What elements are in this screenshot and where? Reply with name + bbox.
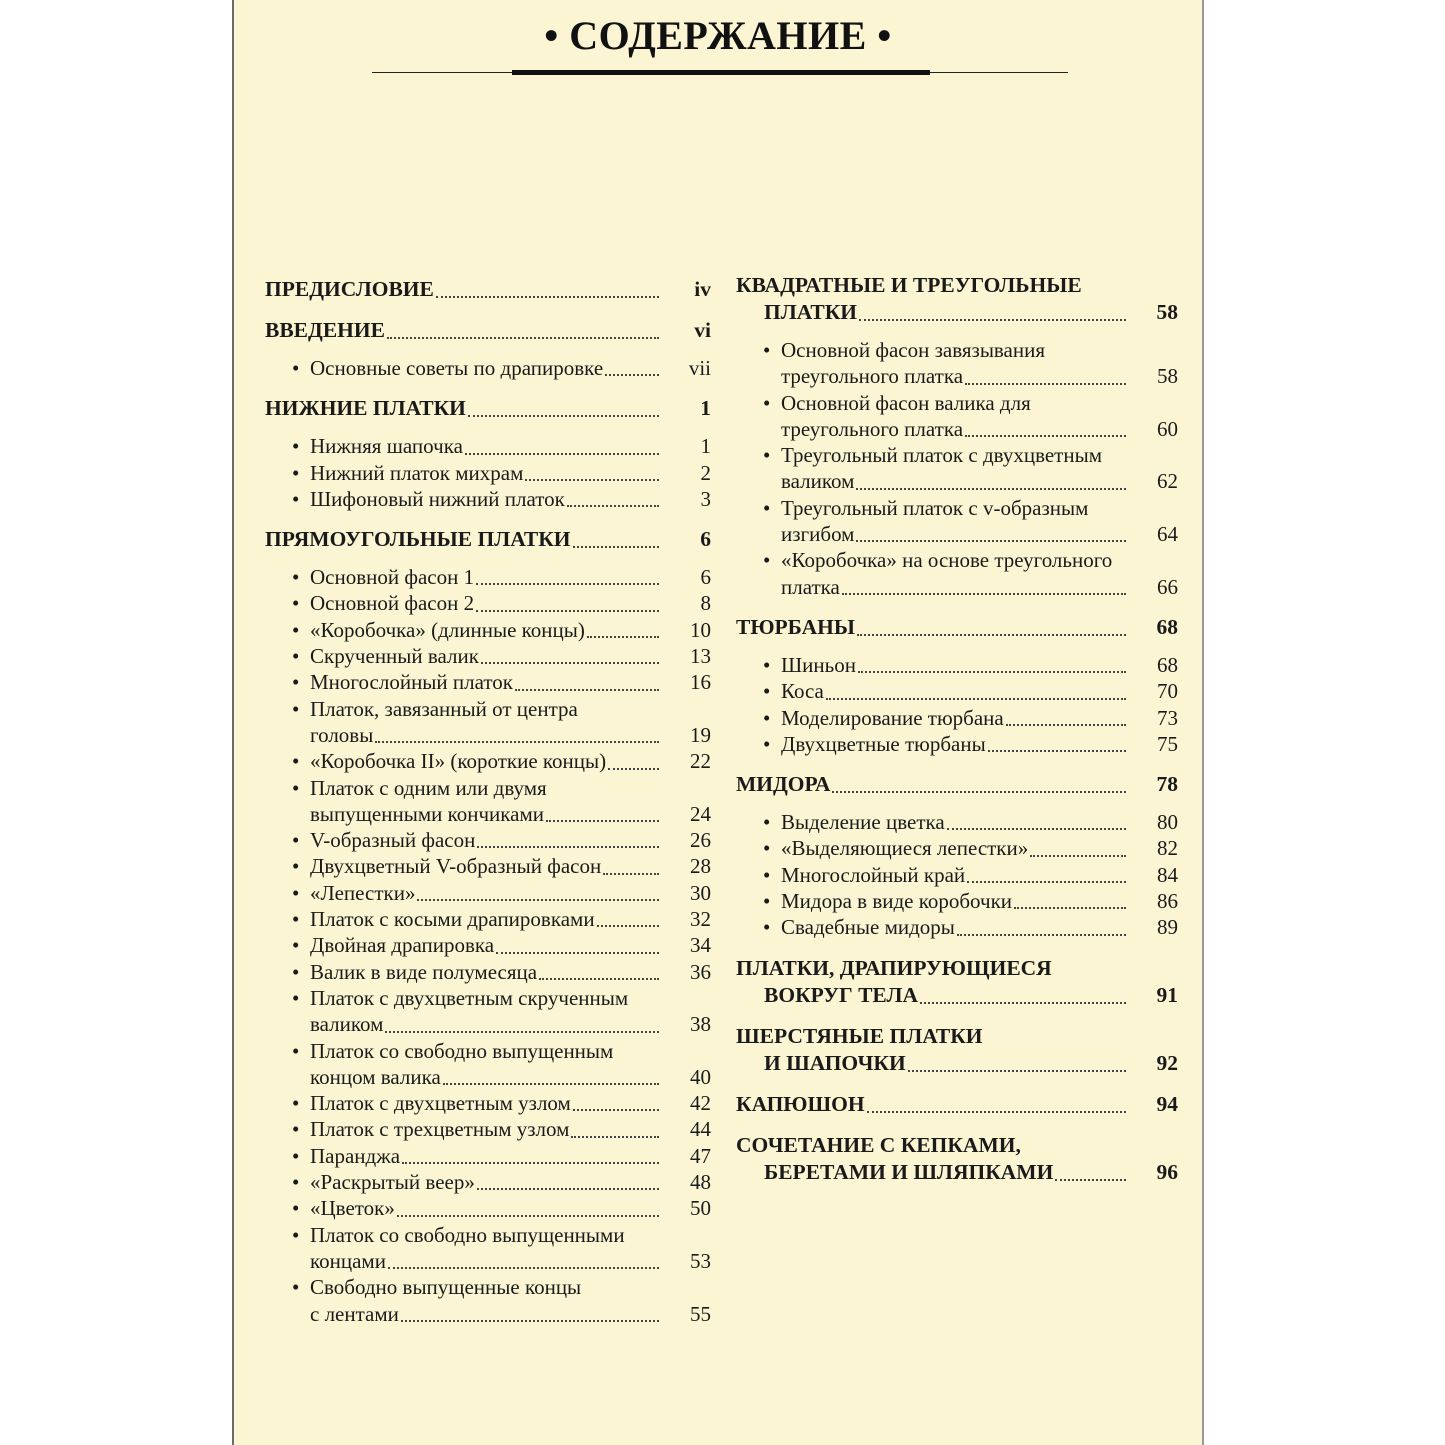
toc-label: «Выделяющиеся лепестки» xyxy=(781,836,1029,861)
page-number: 44 xyxy=(690,1117,711,1142)
bullet-icon: • xyxy=(292,644,300,669)
toc-item[interactable] xyxy=(265,1195,711,1221)
dot-leader xyxy=(567,505,659,507)
dot-leader xyxy=(539,978,659,980)
page-number: 86 xyxy=(1157,889,1178,914)
dot-leader xyxy=(587,636,659,638)
page-number: 10 xyxy=(690,617,711,642)
page-number: 94 xyxy=(1156,1091,1178,1116)
toc-label: платка xyxy=(781,574,840,599)
page-number: 22 xyxy=(690,749,711,774)
toc-item[interactable] xyxy=(736,914,1178,940)
dot-leader xyxy=(573,1109,659,1111)
bullet-icon: • xyxy=(763,705,771,730)
dot-leader xyxy=(477,1188,659,1190)
toc-item[interactable] xyxy=(265,460,711,486)
bullet-icon: • xyxy=(292,670,300,695)
bullet-icon: • xyxy=(292,1143,300,1168)
dot-leader xyxy=(603,873,659,875)
toc-label: Платок, завязанный от центра xyxy=(310,696,578,721)
dot-leader xyxy=(1055,1179,1126,1181)
page-number: 42 xyxy=(690,1091,711,1116)
bullet-icon: • xyxy=(763,889,771,914)
bullet-icon: • xyxy=(292,959,300,984)
bullet-icon: • xyxy=(763,810,771,835)
bullet-icon: • xyxy=(763,495,771,520)
page-number: 36 xyxy=(690,959,711,984)
toc-item[interactable] xyxy=(736,495,1178,548)
toc-item[interactable] xyxy=(736,442,1178,495)
toc-item[interactable] xyxy=(736,888,1178,914)
page-number: 32 xyxy=(690,907,711,932)
toc-item[interactable] xyxy=(265,669,711,695)
bullet-icon: • xyxy=(292,565,300,590)
bullet-icon: • xyxy=(292,460,300,485)
toc-label: ТЮРБАНЫ xyxy=(736,614,855,639)
toc-label: И ШАПОЧКИ xyxy=(764,1050,906,1075)
toc-section[interactable] xyxy=(265,276,711,303)
toc-label: Многослойный край xyxy=(781,862,966,887)
dot-leader xyxy=(965,383,1126,385)
toc-label: Платок со свободно выпущенным xyxy=(310,1038,614,1063)
toc-item[interactable] xyxy=(736,678,1178,704)
dot-leader xyxy=(571,1136,659,1138)
toc-label: «Коробочка» (длинные концы) xyxy=(310,617,585,642)
toc-right-column xyxy=(736,272,1178,1186)
toc-item[interactable] xyxy=(265,1222,711,1275)
bullet-icon: • xyxy=(292,591,300,616)
toc-label: Основной фасон 1 xyxy=(310,565,475,590)
dot-leader xyxy=(387,337,659,339)
toc-item[interactable] xyxy=(265,355,711,381)
dot-leader xyxy=(856,540,1126,542)
toc-section[interactable] xyxy=(736,955,1178,1009)
page-number: 16 xyxy=(690,670,711,695)
toc-item[interactable] xyxy=(265,433,711,459)
bullet-icon: • xyxy=(292,486,300,511)
toc-item[interactable] xyxy=(265,643,711,669)
bullet-icon: • xyxy=(292,696,300,721)
dot-leader xyxy=(436,296,659,298)
toc-item[interactable] xyxy=(736,731,1178,757)
toc-item[interactable] xyxy=(736,835,1178,861)
toc-label: Нижний платок михрам xyxy=(310,460,524,485)
dot-leader xyxy=(401,1320,659,1322)
toc-label: ПЛАТКИ, ДРАПИРУЮЩИЕСЯ xyxy=(736,955,1052,980)
bullet-icon: • xyxy=(292,1117,300,1142)
dot-leader xyxy=(867,1111,1126,1113)
dot-leader xyxy=(957,934,1126,936)
toc-label: Выделение цветка xyxy=(781,810,945,835)
dot-leader xyxy=(477,846,659,848)
bullet-icon: • xyxy=(292,749,300,774)
toc-section[interactable] xyxy=(736,1023,1178,1077)
toc-section[interactable] xyxy=(736,1132,1178,1186)
toc-label: с лентами xyxy=(310,1301,399,1326)
dot-leader xyxy=(468,415,659,417)
toc-item[interactable] xyxy=(736,652,1178,678)
toc-label: Треугольный платок с v-образным xyxy=(781,495,1089,520)
page-number: 38 xyxy=(690,1012,711,1037)
bullet-icon: • xyxy=(763,338,771,362)
toc-label: «Цветок» xyxy=(310,1196,395,1221)
toc-item[interactable] xyxy=(265,486,711,512)
toc-label: Основные советы по драпировке xyxy=(310,356,604,380)
toc-label: Валик в виде полумесяца xyxy=(310,959,538,984)
toc-item[interactable] xyxy=(265,590,711,616)
page-number: 8 xyxy=(700,591,711,616)
toc-label: Паранджа xyxy=(310,1143,401,1168)
toc-item[interactable] xyxy=(736,547,1178,600)
page-number: 47 xyxy=(690,1143,711,1168)
page-number: 91 xyxy=(1156,982,1178,1007)
toc-label: Основной фасон 2 xyxy=(310,591,475,616)
bullet-icon: • xyxy=(292,907,300,932)
toc-item[interactable] xyxy=(265,617,711,643)
page-number: 96 xyxy=(1156,1159,1178,1184)
toc-label: концами xyxy=(310,1248,386,1273)
toc-item[interactable] xyxy=(265,906,711,932)
bullet-icon: • xyxy=(763,443,771,468)
toc-item[interactable] xyxy=(265,853,711,879)
bullet-icon: • xyxy=(292,854,300,879)
toc-item[interactable] xyxy=(265,564,711,590)
toc-label: Платок с одним или двумя xyxy=(310,775,547,800)
dot-leader xyxy=(417,899,659,901)
toc-label: треугольного платка xyxy=(781,364,964,389)
toc-left-column xyxy=(265,276,711,1327)
toc-label: «Лепестки» xyxy=(310,880,416,905)
bullet-icon: • xyxy=(292,617,300,642)
page-number: 84 xyxy=(1157,862,1178,887)
bullet-icon: • xyxy=(292,356,300,380)
dot-leader xyxy=(385,1031,659,1033)
toc-label: СОЧЕТАНИЕ С КЕПКАМИ, xyxy=(736,1132,1021,1157)
toc-label: КАПЮШОН xyxy=(736,1091,865,1116)
toc-label: Коса xyxy=(781,679,824,704)
dot-leader xyxy=(826,698,1126,700)
dot-leader xyxy=(988,750,1126,752)
page-number: 73 xyxy=(1157,705,1178,730)
dot-leader xyxy=(832,791,1126,793)
toc-item[interactable] xyxy=(265,827,711,853)
page-number: 78 xyxy=(1156,772,1178,797)
bullet-icon: • xyxy=(292,434,300,459)
toc-label: Двухцветный V-образный фасон xyxy=(310,854,602,879)
toc-label: изгибом xyxy=(781,522,855,547)
dot-leader xyxy=(443,1083,659,1085)
toc-label: Шиньон xyxy=(781,652,856,677)
dot-leader xyxy=(597,925,659,927)
page-number: 6 xyxy=(700,527,711,552)
page-number: 82 xyxy=(1157,836,1178,861)
dot-leader xyxy=(859,319,1126,321)
toc-section[interactable] xyxy=(736,614,1178,641)
toc-label: КВАДРАТНЫЕ И ТРЕУГОЛЬНЫЕ xyxy=(736,273,1082,297)
toc-item[interactable] xyxy=(265,1274,711,1327)
toc-label: Платок с двухцветным скрученным xyxy=(310,985,629,1010)
page-number: 75 xyxy=(1157,731,1178,756)
toc-label: ПРЯМОУГОЛЬНЫЕ ПЛАТКИ xyxy=(265,527,571,552)
toc-item[interactable] xyxy=(736,705,1178,731)
dot-leader xyxy=(856,488,1126,490)
page-number: 58 xyxy=(1156,300,1178,324)
toc-label: Мидора в виде коробочки xyxy=(781,889,1013,914)
toc-item[interactable] xyxy=(736,337,1178,390)
toc-label: Скрученный валик xyxy=(310,644,479,669)
toc-label: Шифоновый нижний платок xyxy=(310,486,565,511)
toc-label: БЕРЕТАМИ И ШЛЯПКАМИ xyxy=(764,1159,1054,1184)
page-number: 68 xyxy=(1156,614,1178,639)
bullet-icon: • xyxy=(763,862,771,887)
toc-section[interactable] xyxy=(265,526,711,553)
toc-section[interactable] xyxy=(265,317,711,344)
toc-item[interactable] xyxy=(736,862,1178,888)
bullet-icon: • xyxy=(292,880,300,905)
bullet-icon: • xyxy=(292,1275,300,1300)
toc-section[interactable] xyxy=(736,272,1178,326)
toc-item[interactable] xyxy=(265,696,711,749)
page-number: 66 xyxy=(1157,574,1178,599)
page-number: 3 xyxy=(700,486,711,511)
page-number: 13 xyxy=(690,644,711,669)
dot-leader xyxy=(1030,855,1126,857)
toc-label: Нижняя шапочка xyxy=(310,434,463,459)
toc-label: валиком xyxy=(781,469,855,494)
page-number: 53 xyxy=(690,1248,711,1273)
page-number: 1 xyxy=(700,434,711,459)
page-number: iv xyxy=(694,277,711,301)
toc-item[interactable] xyxy=(736,809,1178,835)
dot-leader xyxy=(388,1267,659,1269)
bullet-icon: • xyxy=(763,652,771,677)
dot-leader xyxy=(908,1070,1126,1072)
toc-label: Основной фасон завязывания xyxy=(781,338,1046,362)
page-number: 34 xyxy=(690,933,711,958)
bullet-icon: • xyxy=(292,775,300,800)
page-number: 50 xyxy=(690,1196,711,1221)
page-number: 89 xyxy=(1157,915,1178,940)
dot-leader xyxy=(573,546,659,548)
toc-label: МИДОРА xyxy=(736,772,831,797)
toc-label: Треугольный платок с двухцветным xyxy=(781,443,1102,468)
toc-label: головы xyxy=(310,722,374,747)
dot-leader xyxy=(605,374,659,376)
toc-label: выпущенными кончиками xyxy=(310,801,545,826)
page-number: 6 xyxy=(700,565,711,590)
bullet-icon: • xyxy=(763,915,771,940)
page-number: 64 xyxy=(1157,522,1178,547)
toc-label: Свадебные мидоры xyxy=(781,915,955,940)
dot-leader xyxy=(842,593,1126,595)
toc-label: Многослойный платок xyxy=(310,670,513,695)
toc-item[interactable] xyxy=(265,1038,711,1091)
bullet-icon: • xyxy=(763,836,771,861)
toc-section[interactable] xyxy=(265,395,711,422)
bullet-icon: • xyxy=(292,1091,300,1116)
toc-label: концом валика xyxy=(310,1064,441,1089)
toc-item[interactable] xyxy=(265,959,711,985)
page-title: • СОДЕРЖАНИЕ • xyxy=(544,13,892,58)
page-number: 62 xyxy=(1157,469,1178,494)
toc-label: Платок с косыми драпировками xyxy=(310,907,595,932)
toc-label: Свободно выпущенные концы xyxy=(310,1275,582,1300)
toc-label: ПЛАТКИ xyxy=(764,300,858,324)
toc-label: ПРЕДИСЛОВИЕ xyxy=(265,277,434,301)
toc-label: «Раскрытый веер» xyxy=(310,1170,475,1195)
page-number: 26 xyxy=(690,828,711,853)
dot-leader xyxy=(1014,907,1126,909)
toc-label: валиком xyxy=(310,1012,384,1037)
bullet-icon: • xyxy=(763,731,771,756)
page-number: 28 xyxy=(690,854,711,879)
page-number: 48 xyxy=(690,1170,711,1195)
page-number: 60 xyxy=(1157,416,1178,441)
page-number: 68 xyxy=(1157,652,1178,677)
dot-leader xyxy=(481,662,659,664)
bullet-icon: • xyxy=(292,933,300,958)
page-number: 80 xyxy=(1157,810,1178,835)
bullet-icon: • xyxy=(292,1196,300,1221)
title-rule-thick xyxy=(512,70,930,75)
page-number: vi xyxy=(694,318,711,342)
toc-label: «Коробочка» на основе треугольного xyxy=(781,548,1113,573)
toc-label: Двухцветные тюрбаны xyxy=(781,731,986,756)
toc-label: треугольного платка xyxy=(781,416,964,441)
toc-section[interactable] xyxy=(736,771,1178,798)
toc-label: Платок со свободно выпущенными xyxy=(310,1222,625,1247)
toc-label: НИЖНИЕ ПЛАТКИ xyxy=(265,396,466,421)
toc-item[interactable] xyxy=(265,1143,711,1169)
page-number: 2 xyxy=(700,460,711,485)
dot-leader xyxy=(965,435,1126,437)
page-number: 30 xyxy=(690,880,711,905)
bullet-icon: • xyxy=(763,548,771,573)
dot-leader xyxy=(375,741,659,743)
page-number: 58 xyxy=(1157,364,1178,389)
toc-item[interactable] xyxy=(265,1116,711,1142)
toc-item[interactable] xyxy=(736,390,1178,443)
dot-leader xyxy=(525,479,659,481)
page-number: 92 xyxy=(1156,1050,1178,1075)
toc-label: ВОКРУГ ТЕЛА xyxy=(764,982,919,1007)
dot-leader xyxy=(476,610,659,612)
toc-item[interactable] xyxy=(265,748,711,774)
toc-label: «Коробочка II» (короткие концы) xyxy=(310,749,607,774)
bullet-icon: • xyxy=(292,985,300,1010)
toc-item[interactable] xyxy=(265,1169,711,1195)
dot-leader xyxy=(515,689,659,691)
toc-item[interactable] xyxy=(265,880,711,906)
dot-leader xyxy=(608,768,659,770)
dot-leader xyxy=(920,1002,1126,1004)
toc-item[interactable] xyxy=(265,932,711,958)
toc-section[interactable] xyxy=(736,1091,1178,1118)
dot-leader xyxy=(397,1215,659,1217)
page-number: 55 xyxy=(690,1301,711,1326)
toc-label: ШЕРСТЯНЫЕ ПЛАТКИ xyxy=(736,1023,983,1048)
page-number: vii xyxy=(688,356,711,380)
bullet-icon: • xyxy=(292,828,300,853)
toc-label: Платок с двухцветным узлом xyxy=(310,1091,571,1116)
dot-leader xyxy=(476,583,659,585)
dot-leader xyxy=(402,1162,659,1164)
bullet-icon: • xyxy=(763,390,771,415)
dot-leader xyxy=(496,952,659,954)
bullet-icon: • xyxy=(292,1038,300,1063)
bullet-icon: • xyxy=(763,679,771,704)
toc-item[interactable] xyxy=(265,775,711,828)
page-number: 40 xyxy=(690,1064,711,1089)
dot-leader xyxy=(1006,724,1126,726)
toc-page xyxy=(232,0,1204,1445)
toc-label: Платок с трехцветным узлом xyxy=(310,1117,570,1142)
dot-leader xyxy=(546,820,659,822)
dot-leader xyxy=(858,671,1126,673)
toc-label: Основной фасон валика для xyxy=(781,390,1031,415)
page-number: 70 xyxy=(1157,679,1178,704)
dot-leader xyxy=(857,634,1126,636)
bullet-icon: • xyxy=(292,1170,300,1195)
toc-item[interactable] xyxy=(265,1090,711,1116)
page-number: 24 xyxy=(690,801,711,826)
toc-label: V-образный фасон xyxy=(310,828,476,853)
toc-item[interactable] xyxy=(265,985,711,1038)
page-number: 19 xyxy=(690,722,711,747)
dot-leader xyxy=(947,828,1126,830)
bullet-icon: • xyxy=(292,1222,300,1247)
toc-label: Моделирование тюрбана xyxy=(781,705,1004,730)
toc-label: ВВЕДЕНИЕ xyxy=(265,318,385,342)
dot-leader xyxy=(465,453,659,455)
page-number: 1 xyxy=(700,396,711,421)
dot-leader xyxy=(967,881,1126,883)
toc-label: Двойная драпировка xyxy=(310,933,495,958)
